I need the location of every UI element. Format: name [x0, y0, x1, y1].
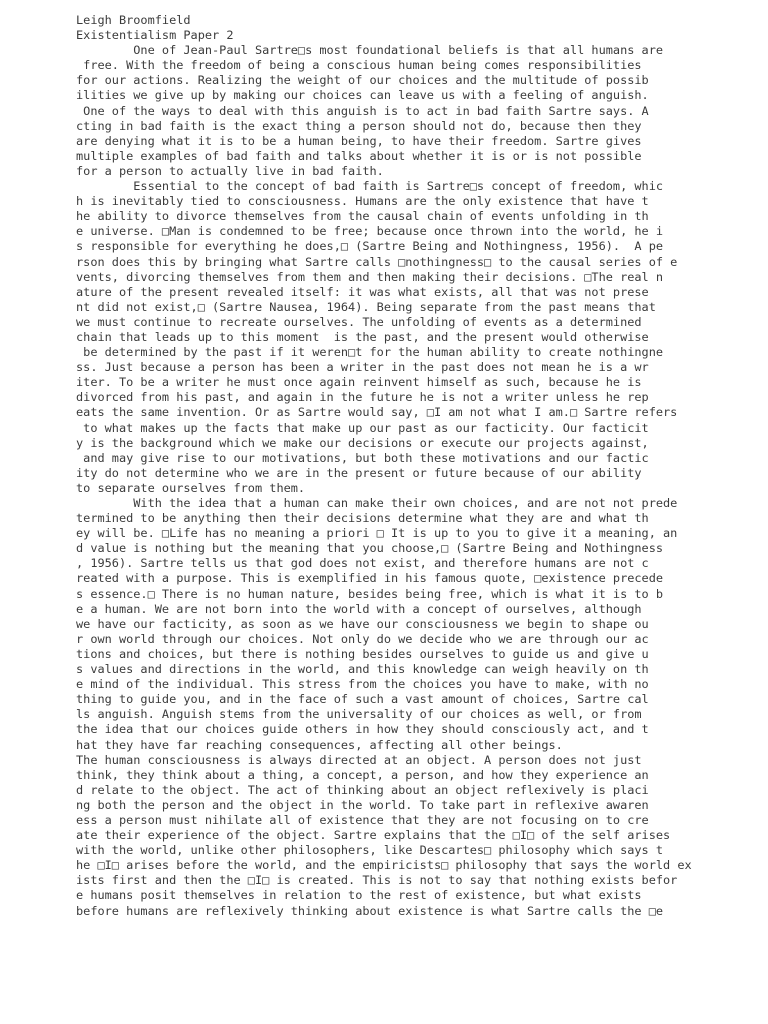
- body-text-line: iter. To be a writer he must once again reinvent himself as such, because he is: [76, 375, 642, 390]
- body-text-line: ss. Just because a person has been a writer in the past does not mean he is a wr: [76, 360, 649, 375]
- body-text-line: he ability to divorce themselves from the causal chain of events unfolding in th: [76, 209, 649, 224]
- body-text-line: y is the background which we make our decisions or execute our projects against,: [76, 435, 649, 450]
- body-text-line: e a human. We are not born into the world with a concept of ourselves, although: [76, 601, 642, 616]
- body-text-line: ey will be. □Life has no meaning a priori □ It is up to you to give it a meaning, an: [76, 526, 678, 541]
- body-text-line: for a person to actually live in bad faith.: [76, 163, 384, 178]
- body-text-line: ate their experience of the object. Sartre explains that the □I□ of the self arises: [76, 828, 671, 843]
- document-title: Existentialism Paper 2: [76, 28, 234, 43]
- body-text-line: cting in bad faith is the exact thing a person should not do, because then they: [76, 118, 642, 133]
- body-text-line: s essence.□ There is no human nature, besides being free, which is what it is to b: [76, 586, 664, 601]
- body-text-line: eats the same invention. Or as Sartre would say, □I am not what I am.□ Sartre refers: [76, 405, 678, 420]
- body-text-line: ity do not determine who we are in the present or future because of our ability: [76, 465, 642, 480]
- body-text-line: hat they have far reaching consequences, affecting all other beings.: [76, 737, 563, 752]
- body-text-line: free. With the freedom of being a conscious human being comes responsibilities: [76, 58, 642, 73]
- body-text-line: be determined by the past if it weren□t for the human ability to create nothingne: [76, 345, 664, 360]
- body-text-line: s values and directions in the world, and this knowledge can weigh heavily on th: [76, 662, 649, 677]
- body-text-line: One of the ways to deal with this anguish is to act in bad faith Sartre says. A: [76, 103, 649, 118]
- body-text-line: e humans posit themselves in relation to the rest of existence, but what exists: [76, 888, 642, 903]
- body-text-line: chain that leads up to this moment is the past, and the present would otherwise: [76, 329, 649, 344]
- body-text-line: think, they think about a thing, a concept, a person, and how they experience an: [76, 767, 649, 782]
- body-text-line: , 1956). Sartre tells us that god does not exist, and therefore humans are not c: [76, 556, 649, 571]
- body-text-line: ls anguish. Anguish stems from the universality of our choices as well, or from: [76, 707, 642, 722]
- body-text-line: multiple examples of bad faith and talks about whether it is or is not possible: [76, 148, 642, 163]
- body-text-line: to what makes up the facts that make up our past as our facticity. Our facticit: [76, 420, 649, 435]
- body-text-line: nt did not exist,□ (Sartre Nausea, 1964). Being separate from the past means that: [76, 299, 656, 314]
- author-name: Leigh Broomfield: [76, 13, 191, 27]
- body-text-line: divorced from his past, and again in the future he is not a writer unless he rep: [76, 390, 649, 405]
- body-text-line: rson does this by bringing what Sartre calls □nothingness□ to the causal series of e: [76, 254, 678, 269]
- body-text-line: ilities we give up by making our choices can leave us with a feeling of anguish.: [76, 88, 649, 103]
- body-text-line: ess a person must nihilate all of existence that they are not focusing on to cre: [76, 812, 649, 827]
- body-text-line: d value is nothing but the meaning that you choose,□ (Sartre Being and Nothingness: [76, 541, 664, 556]
- document-page: [76, 13, 756, 919]
- body-text-line: h is inevitably tied to consciousness. Humans are the only existence that have t: [76, 194, 649, 209]
- body-text-line: e universe. □Man is condemned to be free; because once thrown into the world, he i: [76, 224, 664, 239]
- body-text-line: we must continue to recreate ourselves. The unfolding of events as a determined: [76, 314, 642, 329]
- body-text-line: One of Jean-Paul Sartre□s most foundational beliefs is that all humans are: [76, 43, 664, 58]
- body-text-line: he □I□ arises before the world, and the empiricists□ philosophy that says the world ex: [76, 858, 692, 873]
- body-text-line: s responsible for everything he does,□ (Sartre Being and Nothingness, 1956). A pe: [76, 239, 664, 254]
- body-text-line: Essential to the concept of bad faith is Sartre□s concept of freedom, whic: [76, 179, 664, 194]
- body-text-line: the idea that our choices guide others in how they should consciously act, and t: [76, 722, 649, 737]
- body-text-line: The human consciousness is always directed at an object. A person does not just: [76, 752, 642, 767]
- body-text-line: d relate to the object. The act of thinking about an object reflexively is placi: [76, 782, 649, 797]
- document-body: [76, 43, 756, 918]
- body-text-line: we have our facticity, as soon as we have our consciousness we begin to shape ou: [76, 616, 649, 631]
- body-text-line: termined to be anything then their decisions determine what they are and what th: [76, 511, 649, 526]
- body-text-line: with the world, unlike other philosophers, like Descartes□ philosophy which says t: [76, 843, 664, 858]
- body-text-line: ng both the person and the object in the world. To take part in reflexive awaren: [76, 797, 649, 812]
- body-text-line: r own world through our choices. Not only do we decide who we are through our ac: [76, 631, 649, 646]
- body-text-line: e mind of the individual. This stress from the choices you have to make, with no: [76, 677, 649, 692]
- body-text-line: are denying what it is to be a human being, to have their freedom. Sartre gives: [76, 133, 642, 148]
- body-text-line: ists first and then the □I□ is created. This is not to say that nothing exists befor: [76, 873, 678, 888]
- body-text-line: vents, divorcing themselves from them and then making their decisions. □The real n: [76, 269, 664, 284]
- body-text-line: and may give rise to our motivations, but both these motivations and our factic: [76, 450, 649, 465]
- body-text-line: ature of the present revealed itself: it was what exists, all that was not prese: [76, 284, 649, 299]
- body-text-line: to separate ourselves from them.: [76, 480, 306, 495]
- body-text-line: for our actions. Realizing the weight of our choices and the multitude of possib: [76, 73, 649, 88]
- body-text-line: With the idea that a human can make their own choices, and are not not prede: [76, 496, 678, 510]
- body-text-line: thing to guide you, and in the face of such a vast amount of choices, Sartre cal: [76, 692, 649, 707]
- body-text-line: before humans are reflexively thinking about existence is what Sartre calls the □e: [76, 903, 664, 918]
- body-text-line: tions and choices, but there is nothing besides ourselves to guide us and give u: [76, 646, 649, 661]
- body-text-line: reated with a purpose. This is exemplified in his famous quote, □existence precede: [76, 571, 664, 586]
